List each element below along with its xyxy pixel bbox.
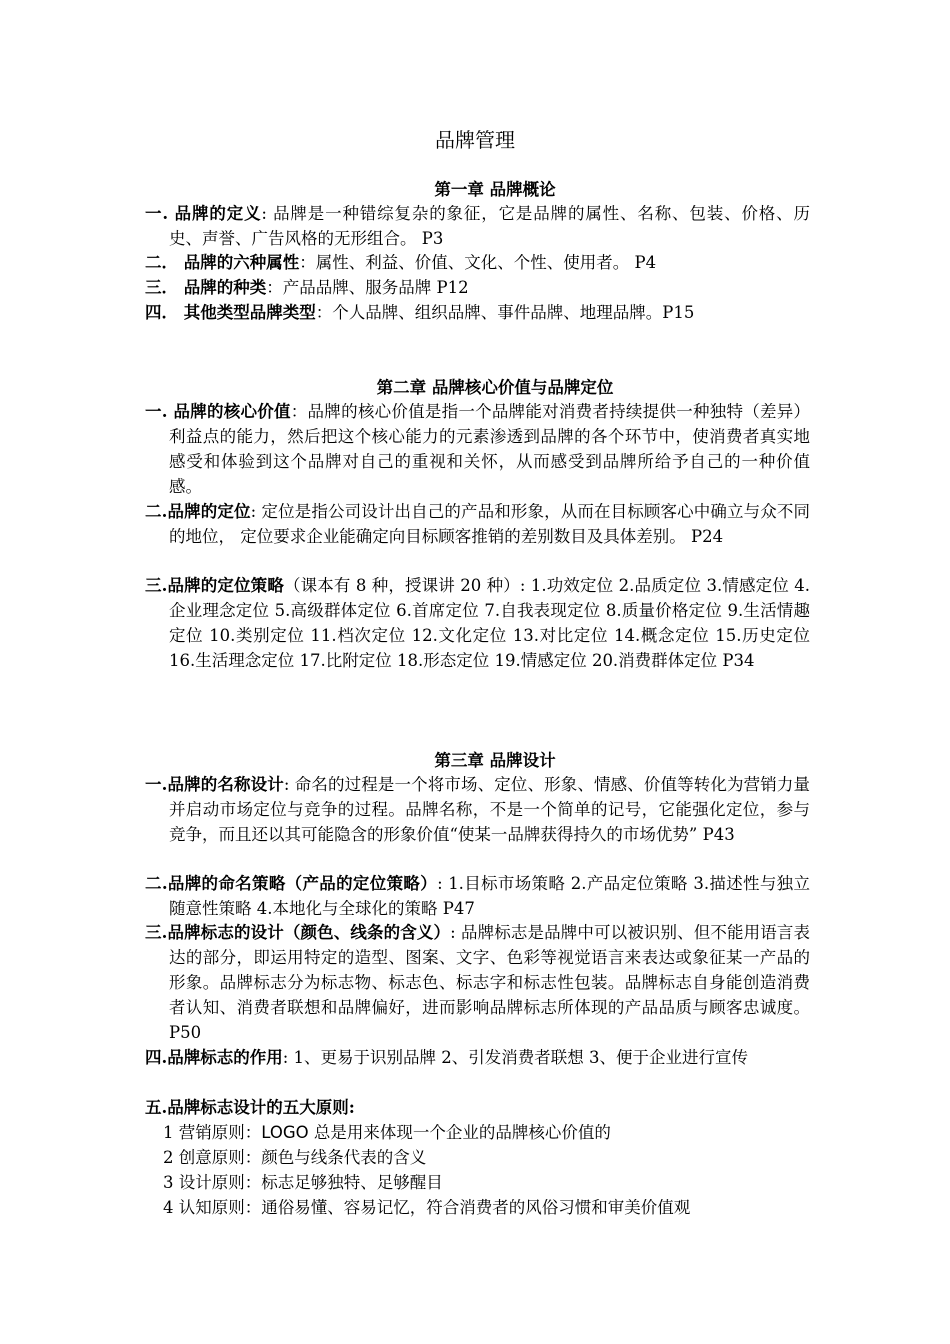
principle-text: 通俗易懂、容易记忆，符合消费者的风俗习惯和审美价值观 [261, 1198, 691, 1217]
item-lead: 三． 品牌的种类 [145, 278, 267, 297]
item-text: : 品牌是一种错综复杂的象征，它是品牌的属性、名称、包装、价格、历史、声誉、广告风格的无形组合。 P3 [169, 204, 810, 248]
item-lead: 一.品牌的名称设计 [145, 775, 284, 794]
chapter-1-item-3 [145, 275, 810, 300]
chapter-2-heading: 第二章 品牌核心价值与品牌定位 [376, 378, 614, 397]
principle-logo-word: LOGO [261, 1123, 309, 1142]
principle-text: 标志足够独特、足够醒目 [261, 1173, 443, 1192]
item-lead: 三.品牌的定位策略 [145, 576, 284, 595]
chapter-1-item-2 [145, 250, 810, 275]
item-lead: 五.品牌标志设计的五大原则 [145, 1098, 349, 1117]
principle-label: 1 营销原则： [163, 1123, 262, 1142]
item-text: （课本有 8 种，授课讲 20 种）: 1.功效定位 2.品质定位 3.情感定位 4.企业理念定位 5.高级群体定位 6.首席定位 7.自我表现定位 8.质量价格定位 9.生活情趣定位 10.类别定位 11.档次定位 12.文化定位 13.对比定位 14.概念定位 15.历史定位 16.生活理念定位 17.比附定位 18.形态定位 19.情感定位 20.消费群体定位 P34 [169, 576, 810, 670]
chapter-1-item-4 [145, 300, 810, 325]
item-text: : 1.目标市场策略 2.产品定位策略 3.描述性与独立随意性策略 4.本地化与全球化的策略 P47 [169, 874, 810, 918]
chapter-1-heading: 第一章 品牌概论 [434, 180, 556, 199]
principle-1 [163, 1120, 803, 1145]
item-lead: 一. 品牌的定义 [145, 204, 262, 223]
item-lead: 四． 其他类型品牌类型 [145, 303, 316, 322]
item-lead: 三.品牌标志的设计（颜色、线条的含义） [145, 923, 451, 942]
item-lead: 一. 品牌的核心价值 [145, 402, 291, 421]
item-text: ：品牌的核心价值是指一个品牌能对消费者持续提供一种独特（差异）利益点的能力，然后把这个核心能力的元素渗透到品牌的各个环节中，使消费者真实地感受和体验到这个品牌对自己的重视和关怀，从而感受到品牌所给予自己的一种价值感。 [169, 402, 810, 496]
item-text: : 1、更易于识别品牌 2、引发消费者联想 3、便于企业进行宣传 [282, 1048, 749, 1067]
principle-label: 4 认知原则： [163, 1198, 262, 1217]
document-title: 品牌管理 [435, 128, 515, 152]
chapter-2-item-2 [145, 499, 810, 549]
item-text: : 命名的过程是一个将市场、定位、形象、情感、价值等转化为营销力量并启动市场定位与竞争的过程。品牌名称，不是一个简单的记号，它能强化定位，参与竞争，而且还以其可能隐含的形象价值“使某一品牌获得持久的市场优势” P43 [169, 775, 810, 844]
principle-label: 2 创意原则： [163, 1148, 262, 1167]
chapter-2-item-1 [145, 399, 810, 499]
principle-label: 3 设计原则： [163, 1173, 262, 1192]
chapter-3-item-2 [145, 871, 810, 921]
item-text: ：产品品牌、服务品牌 P12 [266, 278, 469, 297]
item-text: ：个人品牌、组织品牌、事件品牌、地理品牌。P15 [315, 303, 695, 322]
item-text: ：属性、利益、价值、文化、个性、使用者。 P4 [299, 253, 657, 272]
item-text: : 定位是指公司设计出自己的产品和形象，从而在目标顾客心中确立与众不同的地位， 定位要求企业能确定向目标顾客推销的差别数目及具体差别。 P24 [169, 502, 810, 546]
item-text: : [348, 1098, 355, 1117]
item-text: : 品牌标志是品牌中可以被识别、但不能用语言表达的部分，即运用特定的造型、图案、文字、色彩等视觉语言来表达或象征某一产品的形象。品牌标志分为标志物、标志色、标志字和标志性包装。品牌标志自身能创造消费者认知、消费者联想和品牌偏好，进而影响品牌标志所体现的产品品质与顾客忠诚度。 P50 [169, 923, 810, 1042]
principle-4 [163, 1195, 803, 1220]
principle-text: 颜色与线条代表的含义 [261, 1148, 427, 1167]
chapter-3-heading: 第三章 品牌设计 [434, 751, 556, 770]
item-lead: 二． 品牌的六种属性 [145, 253, 300, 272]
chapter-3-item-4 [145, 1045, 810, 1070]
chapter-1-item-1 [145, 201, 810, 251]
chapter-2-item-3 [145, 573, 810, 673]
chapter-3-item-5 [145, 1095, 810, 1120]
item-lead: 四.品牌标志的作用 [145, 1048, 283, 1067]
item-lead: 二.品牌的定位 [145, 502, 251, 521]
chapter-3-item-3 [145, 920, 810, 1045]
chapter-3-item-1 [145, 772, 810, 847]
principle-2 [163, 1145, 803, 1170]
principle-text: 总是用来体现一个企业的品牌核心价值的 [308, 1123, 611, 1142]
principle-3 [163, 1170, 803, 1195]
item-lead: 二.品牌的命名策略（产品的定位策略） [145, 874, 438, 893]
